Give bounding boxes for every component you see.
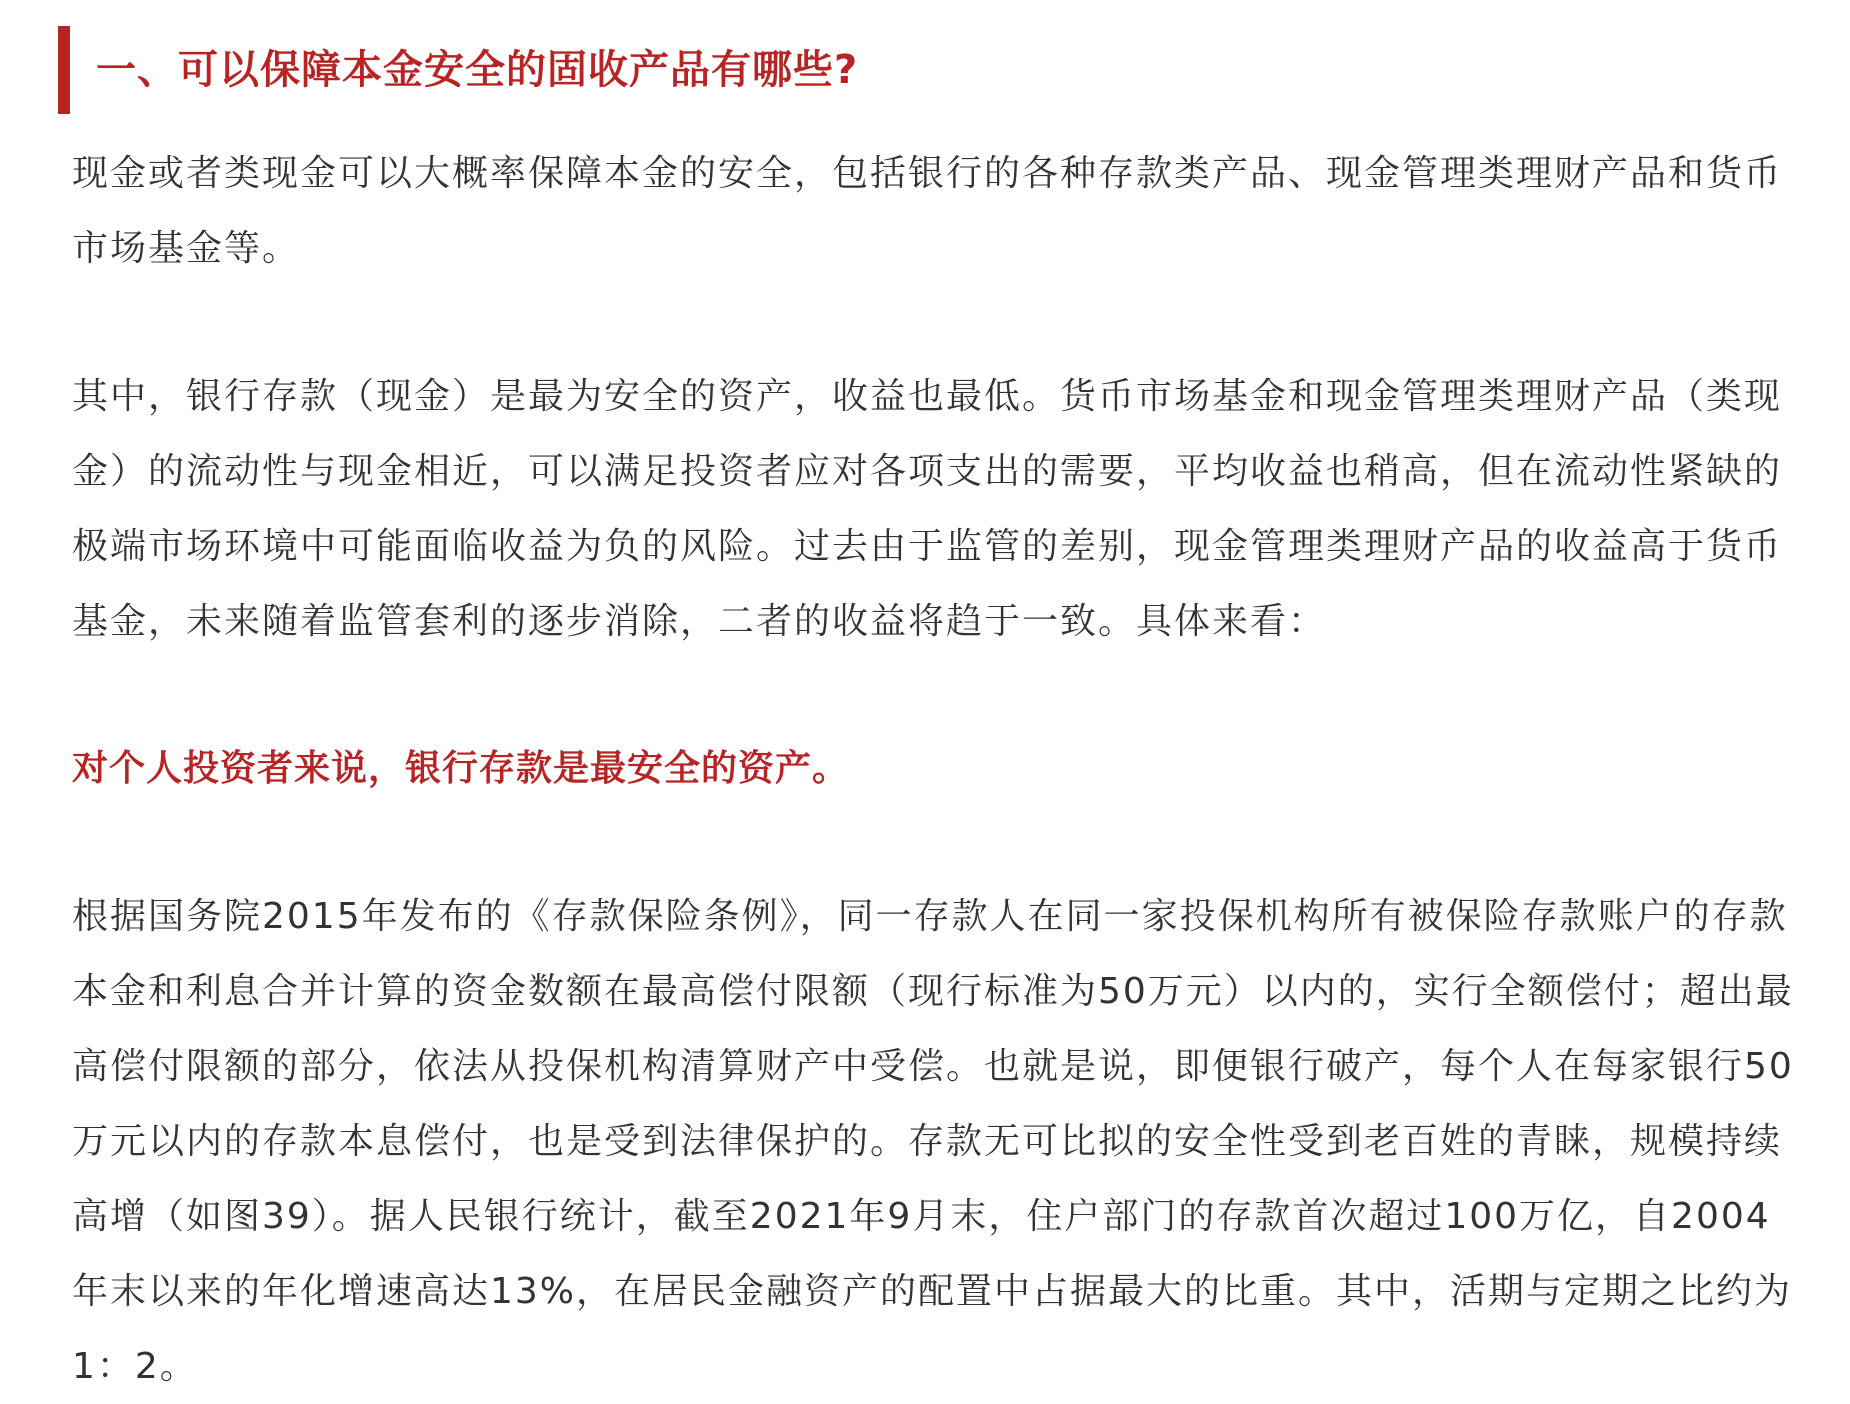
heading-accent-bar	[58, 26, 70, 114]
section-title: 一、可以保障本金安全的固收产品有哪些?	[96, 47, 859, 93]
paragraph-cash-overview: 现金或者类现金可以大概率保障本金的安全，包括银行的各种存款类产品、现金管理类理财产品和货币市场基金等。	[72, 153, 1783, 269]
paragraph-cash-comparison: 其中，银行存款（现金）是最为安全的资产，收益也最低。货币市场基金和现金管理类理财产品（类现金）的流动性与现金相近，可以满足投资者应对各项支出的需要，平均收益也稍高，但在流动性紧缺的极端市场环境中可能面临收益为负的风险。过去由于监管的差别，现金管理类理财产品的收益高于货币基金，未来随着监管套利的逐步消除，二者的收益将趋于一致。具体来看：	[72, 376, 1783, 642]
highlight-statement: 对个人投资者来说，银行存款是最安全的资产。	[72, 748, 850, 789]
paragraph-deposit-insurance: 根据国务院2015年发布的《存款保险条例》，同一存款人在同一家投保机构所有被保险存款账户的存款本金和利息合并计算的资金数额在最高偿付限额（现行标准为50万元）以内的，实行全额偿付；超出最高偿付限额的部分，依法从投保机构清算财产中受偿。也就是说，即便银行破产，每个人在每家银行50万元以内的存款本息偿付，也是受到法律保护的。存款无可比拟的安全性受到老百姓的青睐，规模持续高增（如图39）。据人民银行统计，截至2021年9月末，住户部门的存款首次超过100万亿，自2004年末以来的年化增速高达13%，在居民金融资产的配置中占据最大的比重。其中，活期与定期之比约为1：2。	[72, 896, 1794, 1387]
